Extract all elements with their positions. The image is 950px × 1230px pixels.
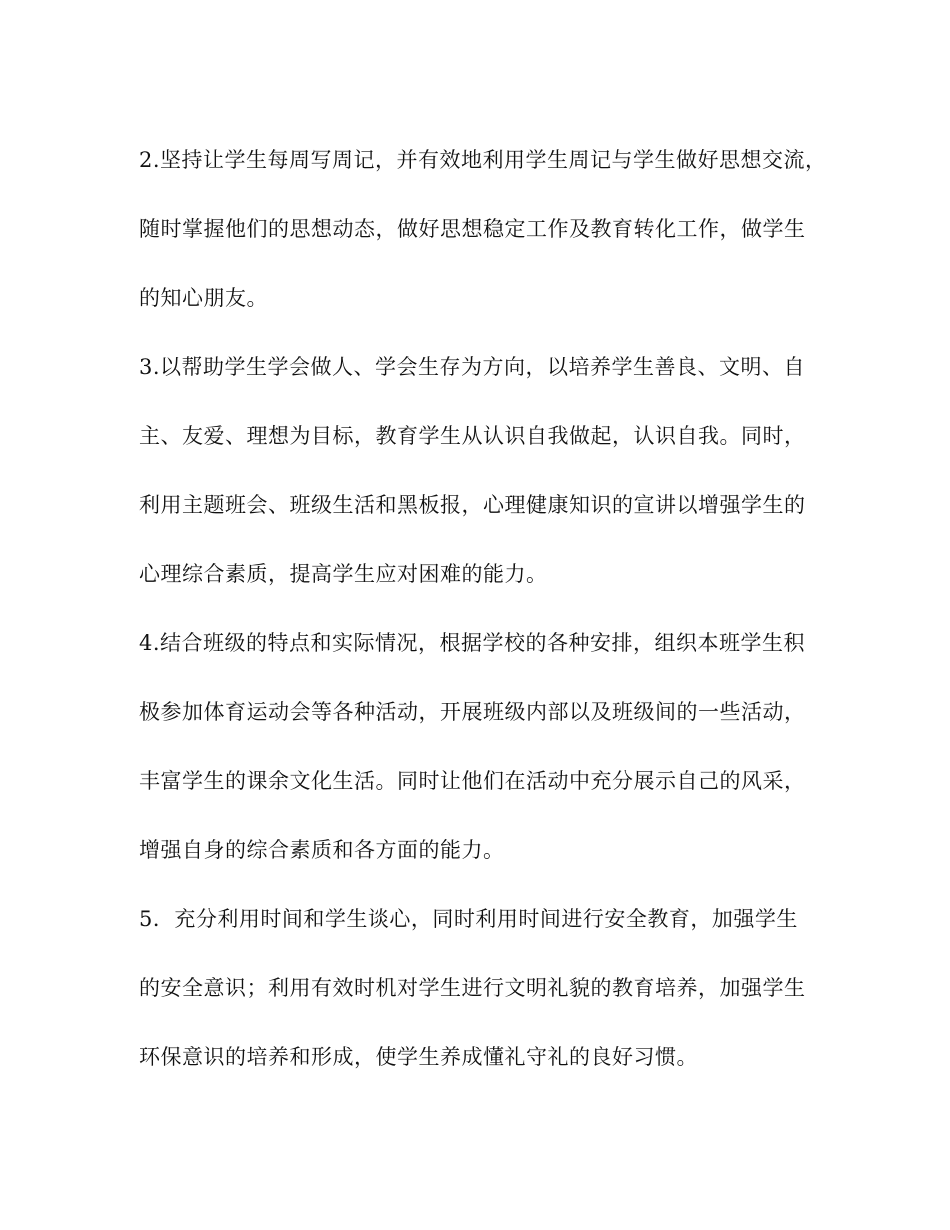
- text-line: 的安全意识；利用有效时机对学生进行文明礼貌的教育培养，加强学生: [139, 976, 806, 1000]
- text-line: 随时掌握他们的思想动态，做好思想稳定工作及教育转化工作，做学生: [139, 217, 806, 241]
- text-line: 环保意识的培养和形成，使学生养成懂礼守礼的良好习惯。: [139, 1045, 698, 1069]
- text-line: 5．充分利用时间和学生谈心，同时利用时间进行安全教育，加强学生: [139, 907, 798, 931]
- text-line: 极参加体育运动会等各种活动，开展班级内部以及班级间的一些活动，: [139, 700, 806, 724]
- paragraph-3: [139, 331, 839, 611]
- paragraph-2: [139, 124, 839, 335]
- text-line: 主、友爱、理想为目标，教育学生从认识自我做起，认识自我。同时，: [139, 424, 806, 448]
- text-line: 增强自身的综合素质和各方面的能力。: [139, 838, 505, 862]
- text-line: 丰富学生的课余文化生活。同时让他们在活动中充分展示自己的风采，: [139, 769, 806, 793]
- paragraph-5: [139, 883, 839, 1094]
- text-line: 心理综合素质，提高学生应对困难的能力。: [139, 562, 548, 586]
- document-body: [139, 128, 839, 1094]
- text-line: 的知心朋友。: [139, 286, 268, 310]
- paragraph-4: [139, 607, 839, 887]
- text-line: 2.坚持让学生每周写周记，并有效地利用学生周记与学生做好思想交流，: [139, 148, 827, 172]
- text-line: 4.结合班级的特点和实际情况，根据学校的各种安排，组织本班学生积: [139, 631, 806, 655]
- text-line: 3.以帮助学生学会做人、学会生存为方向，以培养学生善良、文明、自: [139, 355, 806, 379]
- text-line: 利用主题班会、班级生活和黑板报，心理健康知识的宣讲以增强学生的: [139, 493, 806, 517]
